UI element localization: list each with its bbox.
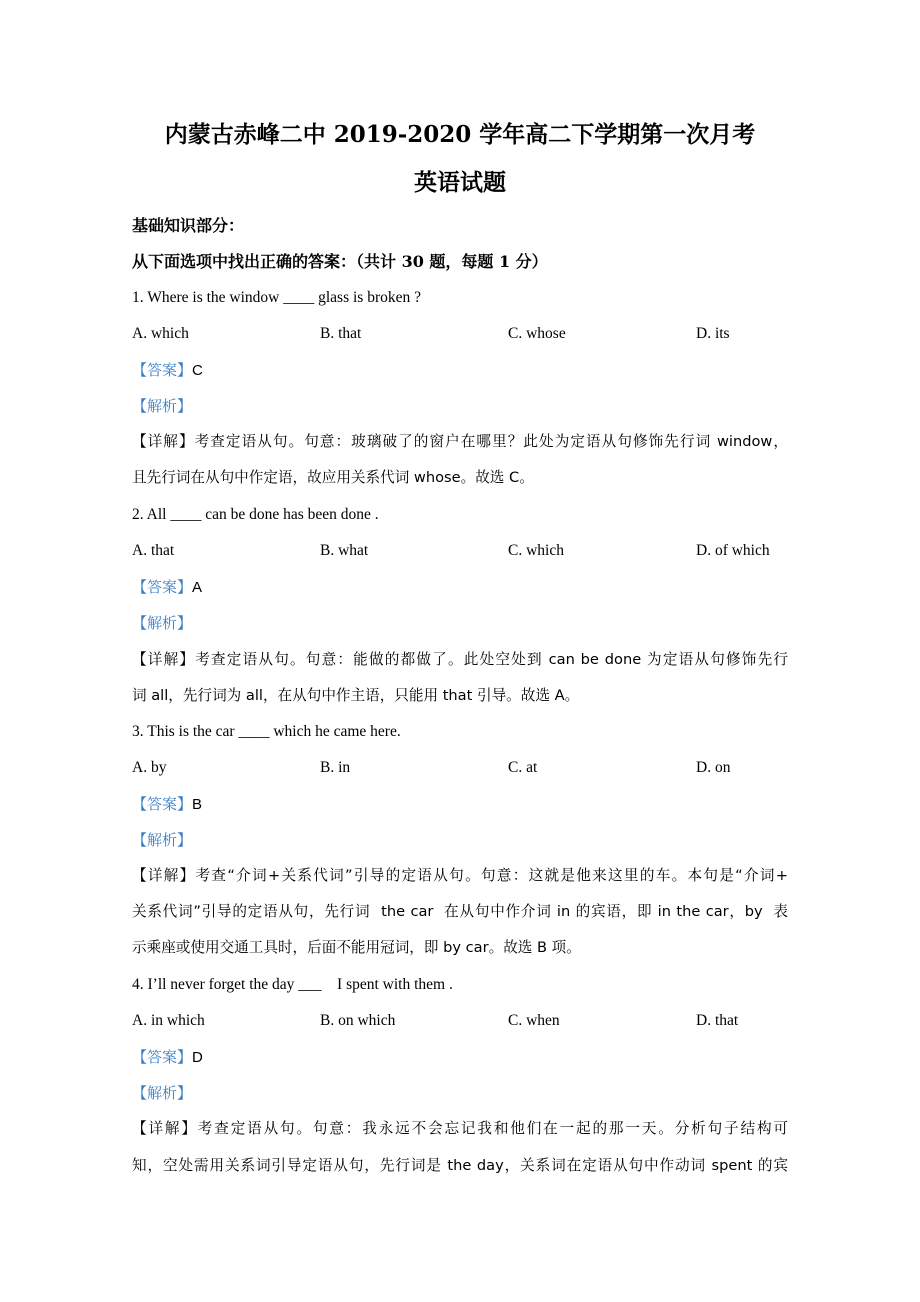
detail-line: 关系代词”引导的定语从句，先行词 the car 在从句中作介词 in 的宾语，即 in the car，by 表 — [132, 903, 788, 920]
answer-value: D — [192, 1049, 203, 1066]
analysis-label: 【解析】 — [132, 397, 193, 415]
answer-label: 【答案】 — [132, 361, 193, 379]
detail-line — [132, 1119, 788, 1139]
detail-text: 考查定语从句。句意：玻璃破了的窗户在哪里？此处为定语从句修饰先行词 window， — [194, 433, 788, 450]
option: B. what — [320, 542, 369, 559]
detail-label: 【详解】 — [132, 867, 196, 884]
detail-line: 示乘座或使用交通工具时，后面不能用冠词，即 by car。故选 B 项。 — [132, 939, 581, 956]
answer-line — [132, 1047, 203, 1068]
detail-text: 考查“介词+关系代词”引导的定语从句。句意：这就是他来这里的车。本句是“介词+ — [195, 867, 788, 884]
option: C. when — [508, 1012, 560, 1029]
detail-text: 考查定语从句。句意：能做的都做了。此处空处到 can be done 为定语从句修饰先行 — [195, 651, 788, 668]
option: B. that — [320, 325, 362, 342]
option: B. on which — [320, 1012, 396, 1029]
question-stem: 3. This is the car ____ which he came here. — [132, 723, 401, 740]
detail-line — [132, 650, 788, 670]
option: B. in — [320, 759, 351, 776]
answer-line — [132, 577, 202, 598]
answer-label: 【答案】 — [132, 578, 193, 596]
doc-subtitle: 英语试题 — [414, 169, 506, 196]
option: D. its — [696, 325, 730, 342]
analysis-label: 【解析】 — [132, 614, 193, 632]
answer-value: C — [192, 362, 203, 379]
option: D. of which — [696, 542, 770, 559]
option: D. that — [696, 1012, 739, 1029]
detail-line: 词 all，先行词为 all，在从句中作主语，只能用 that 引导。故选 A。 — [132, 687, 580, 704]
detail-text: 考查定语从句。句意：我永远不会忘记我和他们在一起的那一天。分析句子结构可 — [197, 1120, 788, 1137]
option: A. that — [132, 542, 175, 559]
question-stem: 2. All ____ can be done has been done . — [132, 506, 379, 523]
detail-line: 且先行词在从句中作定语，故应用关系代词 whose。故选 C。 — [132, 469, 534, 486]
detail-label: 【详解】 — [132, 433, 195, 450]
detail-label: 【详解】 — [132, 1120, 198, 1137]
instruction: 从下面选项中找出正确的答案：（共计 30 题，每题 1 分） — [132, 252, 548, 271]
detail-line — [132, 866, 788, 886]
answer-line — [132, 794, 202, 815]
detail-line: 知，空处需用关系词引导定语从句，先行词是 the day，关系词在定语从句中作动词 spent 的宾 — [132, 1157, 788, 1174]
option: A. which — [132, 325, 189, 342]
answer-label: 【答案】 — [132, 795, 193, 813]
detail-label: 【详解】 — [132, 651, 196, 668]
analysis-label: 【解析】 — [132, 1084, 193, 1102]
question-stem: 1. Where is the window ____ glass is broken ? — [132, 289, 421, 306]
doc-title: 内蒙古赤峰二中 2019-2020 学年高二下学期第一次月考 — [164, 121, 756, 148]
option: A. in which — [132, 1012, 205, 1029]
answer-value: A — [192, 579, 203, 596]
question-stem: 4. I’ll never forget the day ___ I spent with them . — [132, 976, 453, 993]
option: A. by — [132, 759, 167, 776]
answer-value: B — [192, 796, 203, 813]
option: C. whose — [508, 325, 566, 342]
option: D. on — [696, 759, 731, 776]
answer-line — [132, 360, 203, 381]
option: C. which — [508, 542, 564, 559]
analysis-label: 【解析】 — [132, 831, 193, 849]
section-heading: 基础知识部分： — [132, 216, 245, 235]
detail-line — [132, 432, 788, 452]
answer-label: 【答案】 — [132, 1048, 193, 1066]
option: C. at — [508, 759, 538, 776]
